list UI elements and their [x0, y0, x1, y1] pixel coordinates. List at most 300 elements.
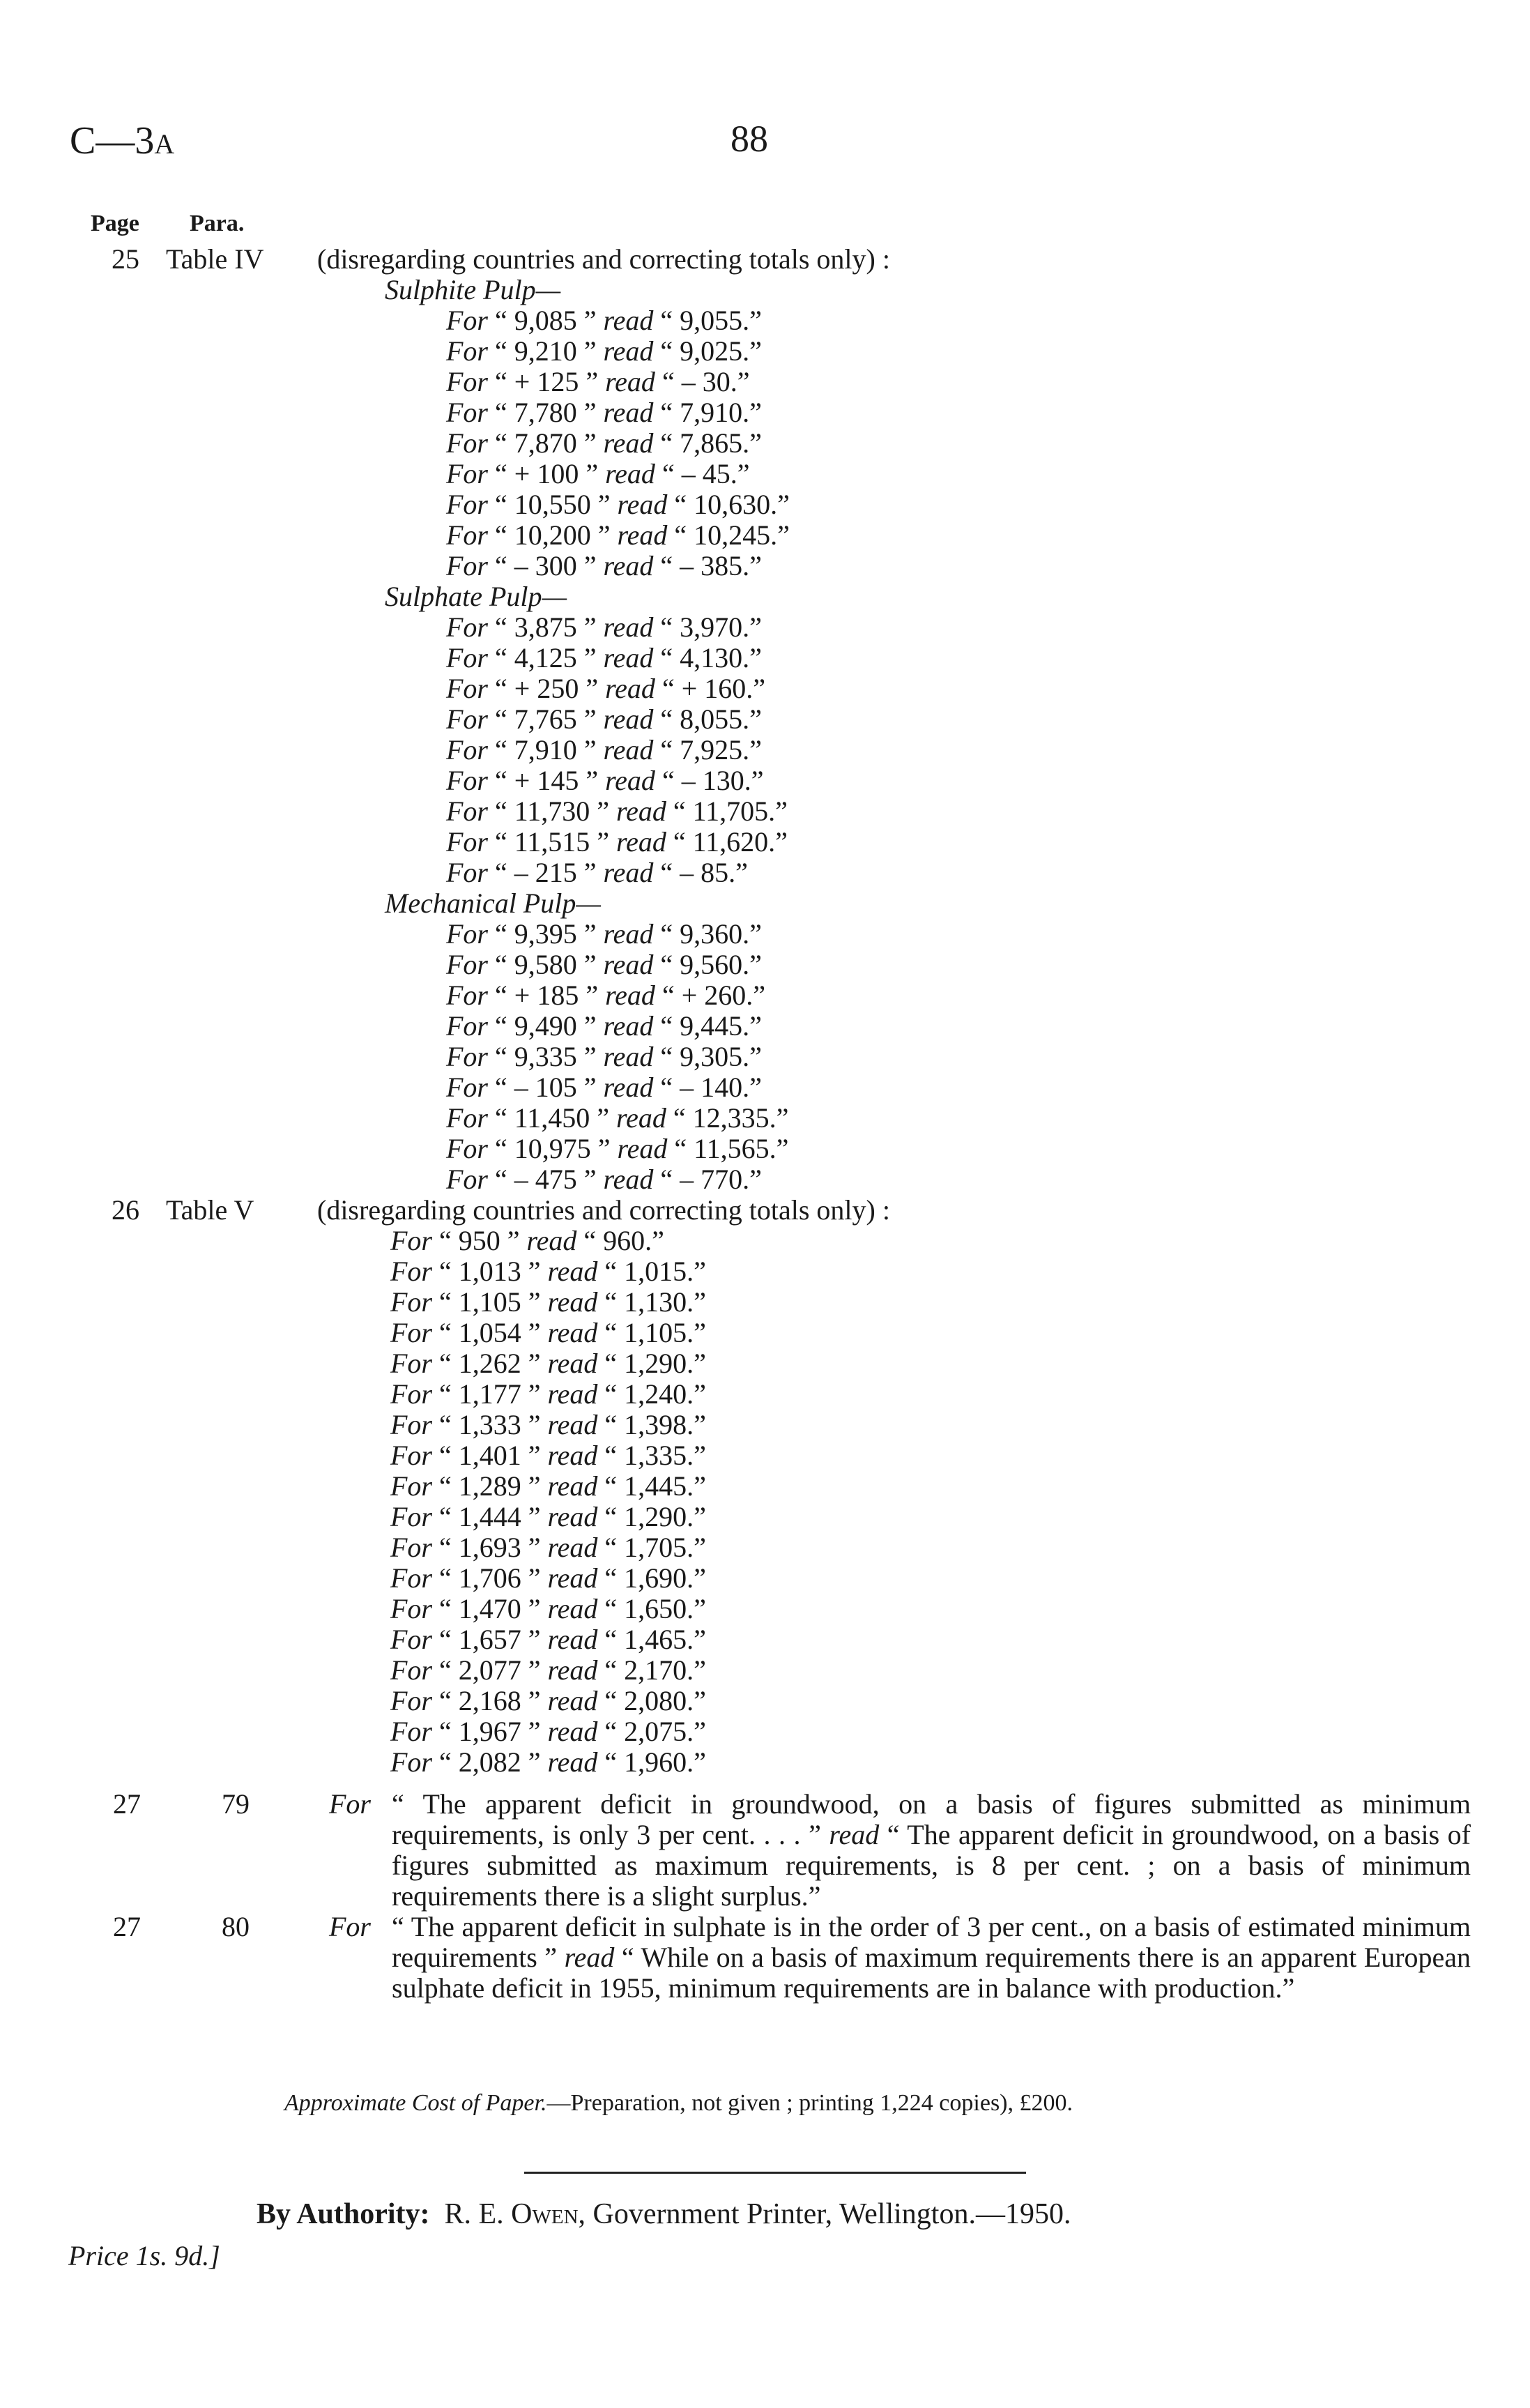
correction-row — [390, 1594, 706, 1624]
new-value: + 160. — [681, 673, 753, 704]
close-quote: ” — [652, 1225, 664, 1256]
open-quote: “ — [660, 734, 673, 765]
read-word: read — [617, 489, 668, 520]
open-quote: “ — [495, 795, 507, 827]
for-word: For — [390, 1654, 432, 1686]
open-quote: “ — [604, 1470, 618, 1502]
close-quote: ” — [583, 335, 597, 367]
close-quote: ” — [597, 1133, 611, 1164]
for-word: For — [390, 1532, 432, 1563]
close-quote: ” — [586, 765, 599, 796]
old-value: 1,693 — [458, 1532, 521, 1563]
open-quote: “ — [495, 1010, 507, 1042]
new-value: 4,130. — [680, 642, 750, 673]
for-word: For — [390, 1256, 432, 1287]
old-value: 2,082 — [458, 1746, 521, 1778]
new-value: 1,015. — [624, 1256, 694, 1287]
open-quote: “ — [660, 857, 673, 888]
close-quote: ” — [528, 1256, 541, 1287]
new-value: 1,960. — [624, 1746, 694, 1778]
open-quote: “ — [604, 1286, 618, 1318]
correction-row — [446, 858, 748, 888]
old-value: 1,105 — [458, 1286, 521, 1318]
new-value: 9,025. — [680, 335, 750, 367]
close-quote: ” — [749, 305, 762, 336]
old-value: 1,333 — [458, 1409, 521, 1440]
close-quote: ” — [749, 611, 762, 643]
for-word: For — [390, 1470, 432, 1502]
old-value: 11,515 — [514, 826, 590, 858]
open-quote: “ — [495, 1102, 507, 1134]
new-value: 1,130. — [624, 1286, 694, 1318]
open-quote: “ — [495, 519, 507, 551]
read-text: “ The apparent deficit in groundwood, on a basis of figures submitted as maximum requirements, is 8 per cent. ; on a basis of minimum requirements there is a slight surplus.” — [392, 1819, 1471, 1912]
correction-row — [390, 1502, 706, 1532]
correction-row — [390, 1624, 706, 1655]
close-quote: ” — [583, 550, 597, 581]
for-word: For — [446, 795, 488, 827]
close-quote: ” — [528, 1409, 541, 1440]
correction-row — [446, 397, 762, 428]
paragraph-page: 27 — [113, 1911, 141, 1942]
read-word: read — [547, 1654, 598, 1686]
read-word: read — [603, 703, 654, 735]
open-quote: “ — [495, 550, 507, 581]
old-value: 1,470 — [458, 1593, 521, 1624]
for-word: For — [446, 980, 488, 1011]
read-word: read — [616, 1102, 666, 1134]
page-number: 88 — [730, 118, 768, 160]
read-word: read — [547, 1562, 598, 1594]
for-word: For — [390, 1409, 432, 1440]
close-quote: ” — [583, 857, 597, 888]
old-value: – 475 — [514, 1164, 577, 1195]
for-word: For — [446, 427, 488, 459]
close-quote: ” — [751, 765, 764, 796]
for-word: For — [446, 765, 488, 796]
correction-row — [446, 551, 762, 581]
correction-row — [446, 980, 765, 1011]
open-quote: “ — [674, 1133, 687, 1164]
correction-row — [390, 1379, 706, 1410]
old-value: 1,289 — [458, 1470, 521, 1502]
document-code-suffix: A — [154, 128, 175, 160]
old-value: + 185 — [514, 980, 579, 1011]
close-quote: ” — [694, 1685, 706, 1716]
read-word: read — [603, 335, 654, 367]
close-quote: ” — [694, 1348, 706, 1379]
close-quote: ” — [583, 949, 597, 980]
open-quote: “ — [604, 1685, 618, 1716]
old-value: 7,765 — [514, 703, 577, 735]
new-value: 7,910. — [680, 397, 750, 428]
old-value: 9,335 — [514, 1041, 577, 1072]
for-word: For — [446, 703, 488, 735]
correction-row — [390, 1532, 706, 1563]
close-quote: ” — [749, 1010, 762, 1042]
close-quote: ” — [528, 1624, 541, 1655]
cost-note-label: Approximate Cost of Paper. — [284, 2090, 547, 2116]
read-word: read — [547, 1286, 598, 1318]
old-value: 1,177 — [458, 1378, 521, 1410]
close-quote: ” — [694, 1532, 706, 1563]
printer-details: , Government Printer, Wellington.—1950. — [578, 2198, 1071, 2230]
new-value: – 385. — [680, 550, 750, 581]
old-value: 1,967 — [458, 1716, 521, 1747]
new-value: 9,055. — [680, 305, 750, 336]
close-quote: ” — [583, 1164, 597, 1195]
correction-row — [446, 950, 762, 980]
old-value: 1,444 — [458, 1501, 521, 1532]
new-value: 9,360. — [680, 918, 750, 950]
group-title: Mechanical Pulp— — [385, 887, 601, 919]
read-word: read — [605, 980, 655, 1011]
correction-row — [446, 336, 762, 367]
close-quote: ” — [694, 1378, 706, 1410]
close-quote: ” — [694, 1440, 706, 1471]
column-header-page: Page — [91, 211, 139, 236]
close-quote: ” — [597, 1102, 610, 1134]
old-value: 9,210 — [514, 335, 577, 367]
for-word: For — [390, 1348, 432, 1379]
close-quote: ” — [749, 734, 762, 765]
close-quote: ” — [528, 1532, 541, 1563]
correction-row — [390, 1747, 706, 1778]
close-quote: ” — [528, 1348, 541, 1379]
correction-row — [390, 1440, 706, 1471]
close-quote: ” — [528, 1286, 541, 1318]
correction-row — [446, 704, 762, 735]
old-value: – 105 — [514, 1072, 577, 1103]
new-value: 9,305. — [680, 1041, 750, 1072]
open-quote: “ — [660, 703, 673, 735]
for-word: For — [446, 519, 488, 551]
new-value: + 260. — [681, 980, 753, 1011]
close-quote: ” — [753, 980, 766, 1011]
section-table-ref: Table IV — [166, 243, 264, 275]
new-value: – 30. — [681, 366, 737, 397]
old-value: 2,168 — [458, 1685, 521, 1716]
section-page: 25 — [112, 243, 139, 275]
open-quote: “ — [439, 1685, 452, 1716]
open-quote: “ — [660, 949, 673, 980]
old-value: 2,077 — [458, 1654, 521, 1686]
read-word: read — [605, 673, 655, 704]
for-text: “ The apparent deficit in sulphate is in the order of 3 per cent., on a basis of estimated minimum requirements ” — [392, 1911, 1471, 1973]
for-word: For — [390, 1716, 432, 1747]
new-value: 3,970. — [680, 611, 750, 643]
open-quote: “ — [495, 642, 507, 673]
for-word: For — [329, 1911, 371, 1942]
new-value: 1,650. — [624, 1593, 694, 1624]
read-word: read — [547, 1470, 598, 1502]
open-quote: “ — [439, 1532, 452, 1563]
for-word: For — [446, 458, 488, 489]
close-quote: ” — [694, 1716, 706, 1747]
correction-row — [446, 305, 762, 336]
close-quote: ” — [528, 1593, 541, 1624]
open-quote: “ — [604, 1501, 618, 1532]
open-quote: “ — [660, 427, 673, 459]
open-quote: “ — [673, 795, 686, 827]
close-quote: ” — [583, 703, 597, 735]
open-quote: “ — [495, 949, 507, 980]
old-value: 9,490 — [514, 1010, 577, 1042]
for-word: For — [446, 673, 488, 704]
close-quote: ” — [528, 1378, 541, 1410]
read-word: read — [547, 1746, 598, 1778]
read-word: read — [603, 1041, 654, 1072]
new-value: 1,690. — [624, 1562, 694, 1594]
old-value: + 100 — [514, 458, 579, 489]
read-text: “ While on a basis of maximum requirements there is an apparent European sulphate deficit in 1955, minimum requirements are in balance with production.” — [392, 1942, 1471, 2004]
for-word: For — [329, 1788, 371, 1820]
new-value: 7,865. — [680, 427, 750, 459]
open-quote: “ — [495, 458, 507, 489]
open-quote: “ — [495, 703, 507, 735]
close-quote: ” — [749, 918, 762, 950]
for-word: For — [446, 1133, 488, 1164]
close-quote: ” — [694, 1654, 706, 1686]
open-quote: “ — [604, 1654, 618, 1686]
close-quote: ” — [507, 1225, 520, 1256]
group-title: Sulphate Pulp— — [385, 581, 567, 612]
close-quote: ” — [586, 458, 599, 489]
correction-row — [390, 1686, 706, 1716]
open-quote: “ — [439, 1348, 452, 1379]
new-value: 1,465. — [624, 1624, 694, 1655]
read-word: read — [603, 427, 654, 459]
close-quote: ” — [735, 857, 748, 888]
close-quote: ” — [777, 489, 790, 520]
close-quote: ” — [775, 795, 788, 827]
open-quote: “ — [495, 489, 507, 520]
correction-row — [390, 1226, 664, 1256]
new-value: 11,620. — [692, 826, 776, 858]
close-quote: ” — [583, 1041, 597, 1072]
for-word: For — [446, 857, 488, 888]
cost-note-text: —Preparation, not given ; printing 1,224 copies), £200. — [546, 2090, 1073, 2116]
for-word: For — [390, 1225, 432, 1256]
open-quote: “ — [661, 980, 675, 1011]
correction-row — [446, 459, 749, 489]
open-quote: “ — [495, 366, 507, 397]
old-value: 10,200 — [514, 519, 591, 551]
for-word: For — [446, 305, 488, 336]
close-quote: ” — [694, 1593, 706, 1624]
correction-row — [390, 1563, 706, 1594]
paragraph-correction-text — [392, 1789, 1471, 1912]
close-quote: ” — [586, 366, 599, 397]
close-quote: ” — [583, 1072, 597, 1103]
open-quote: “ — [661, 458, 675, 489]
section-page: 26 — [112, 1194, 139, 1226]
old-value: 9,580 — [514, 949, 577, 980]
old-value: 11,450 — [514, 1102, 590, 1134]
read-word: read — [605, 458, 655, 489]
close-quote: ” — [776, 1102, 789, 1134]
correction-row — [446, 765, 763, 796]
close-quote: ” — [749, 427, 762, 459]
old-value: 1,706 — [458, 1562, 521, 1594]
read-word: read — [603, 918, 654, 950]
close-quote: ” — [694, 1317, 706, 1348]
read-word: read — [603, 1164, 654, 1195]
open-quote: “ — [604, 1440, 618, 1471]
close-quote: ” — [583, 1010, 597, 1042]
read-word: read — [547, 1440, 598, 1471]
close-quote: ” — [694, 1624, 706, 1655]
open-quote: “ — [439, 1470, 452, 1502]
read-word: read — [603, 397, 654, 428]
read-word: read — [603, 642, 654, 673]
new-value: 8,055. — [680, 703, 750, 735]
open-quote: “ — [673, 826, 686, 858]
close-quote: ” — [583, 611, 597, 643]
close-quote: ” — [528, 1501, 541, 1532]
for-word: For — [446, 918, 488, 950]
read-word: read — [605, 765, 655, 796]
read-word: read — [547, 1501, 598, 1532]
open-quote: “ — [495, 1072, 507, 1103]
open-quote: “ — [660, 1041, 673, 1072]
open-quote: “ — [495, 1041, 507, 1072]
old-value: 950 — [458, 1225, 500, 1256]
open-quote: “ — [495, 826, 507, 858]
correction-row — [446, 1103, 788, 1134]
old-value: 4,125 — [514, 642, 577, 673]
close-quote: ” — [737, 366, 750, 397]
new-value: 7,925. — [680, 734, 750, 765]
for-word: For — [446, 1041, 488, 1072]
new-value: 1,705. — [624, 1532, 694, 1563]
open-quote: “ — [674, 519, 687, 551]
open-quote: “ — [439, 1378, 452, 1410]
paragraph-correction-text — [392, 1912, 1471, 2004]
close-quote: ” — [528, 1716, 541, 1747]
close-quote: ” — [749, 949, 762, 980]
read-word: read — [547, 1378, 598, 1410]
open-quote: “ — [439, 1225, 452, 1256]
old-value: 10,550 — [514, 489, 591, 520]
correction-row — [446, 735, 762, 765]
open-quote: “ — [674, 489, 687, 520]
open-quote: “ — [604, 1593, 618, 1624]
correction-row — [390, 1256, 706, 1287]
new-value: – 770. — [680, 1164, 750, 1195]
group-title: Sulphite Pulp— — [385, 274, 561, 305]
new-value: 1,290. — [624, 1348, 694, 1379]
open-quote: “ — [495, 918, 507, 950]
old-value: 7,780 — [514, 397, 577, 428]
correction-row — [446, 1042, 762, 1072]
close-quote: ” — [753, 673, 766, 704]
close-quote: ” — [597, 489, 611, 520]
read-word: read — [603, 1010, 654, 1042]
read-word: read — [547, 1256, 598, 1287]
open-quote: “ — [660, 335, 673, 367]
close-quote: ” — [749, 1164, 762, 1195]
old-value: 3,875 — [514, 611, 577, 643]
for-word: For — [446, 489, 488, 520]
open-quote: “ — [495, 305, 507, 336]
for-word: For — [446, 826, 488, 858]
for-word: For — [390, 1562, 432, 1594]
old-value: 7,910 — [514, 734, 577, 765]
open-quote: “ — [661, 366, 675, 397]
new-value: 1,290. — [624, 1501, 694, 1532]
new-value: – 45. — [681, 458, 737, 489]
old-value: 9,395 — [514, 918, 577, 950]
new-value: 11,705. — [692, 795, 776, 827]
close-quote: ” — [528, 1317, 541, 1348]
open-quote: “ — [660, 918, 673, 950]
new-value: 1,105. — [624, 1317, 694, 1348]
section-intro: (disregarding countries and correcting totals only) : — [317, 243, 890, 275]
correction-row — [446, 1164, 762, 1195]
new-value: 2,075. — [624, 1716, 694, 1747]
for-word: For — [390, 1746, 432, 1778]
correction-row — [446, 428, 762, 459]
cost-note — [284, 2090, 1073, 2117]
old-value: 7,870 — [514, 427, 577, 459]
correction-row — [446, 827, 788, 858]
read-word: read — [603, 550, 654, 581]
read-word: read — [616, 826, 666, 858]
open-quote: “ — [604, 1348, 618, 1379]
read-word: read — [603, 611, 654, 643]
old-value: + 145 — [514, 765, 579, 796]
close-quote: ” — [694, 1501, 706, 1532]
new-value: 12,335. — [692, 1102, 777, 1134]
price-line: Price 1s. 9d.] — [68, 2240, 220, 2271]
for-word: For — [390, 1440, 432, 1471]
read-word: read — [547, 1532, 598, 1563]
new-value: 11,565. — [694, 1133, 777, 1164]
open-quote: “ — [660, 1164, 673, 1195]
read-word: read — [547, 1624, 598, 1655]
close-quote: ” — [749, 550, 762, 581]
close-quote: ” — [583, 734, 597, 765]
open-quote: “ — [495, 611, 507, 643]
read-word: read — [603, 857, 654, 888]
close-quote: ” — [749, 642, 762, 673]
close-quote: ” — [528, 1470, 541, 1502]
correction-row — [446, 1134, 788, 1164]
read-word: read — [547, 1409, 598, 1440]
printer-name: R. E. Owen — [444, 2198, 579, 2230]
new-value: 10,245. — [694, 519, 778, 551]
open-quote: “ — [495, 397, 507, 428]
open-quote: “ — [439, 1501, 452, 1532]
correction-row — [446, 796, 788, 827]
read-word: read — [547, 1685, 598, 1716]
open-quote: “ — [604, 1532, 618, 1563]
correction-row — [390, 1655, 706, 1686]
old-value: 11,730 — [514, 795, 590, 827]
open-quote: “ — [673, 1102, 686, 1134]
open-quote: “ — [604, 1716, 618, 1747]
by-authority-label: By Authority: — [257, 2198, 430, 2230]
old-value: 9,085 — [514, 305, 577, 336]
new-value: 1,445. — [624, 1470, 694, 1502]
open-quote: “ — [495, 335, 507, 367]
close-quote: ” — [694, 1562, 706, 1594]
open-quote: “ — [604, 1562, 618, 1594]
new-value: 9,560. — [680, 949, 750, 980]
new-value: 1,240. — [624, 1378, 694, 1410]
old-value: 1,657 — [458, 1624, 521, 1655]
